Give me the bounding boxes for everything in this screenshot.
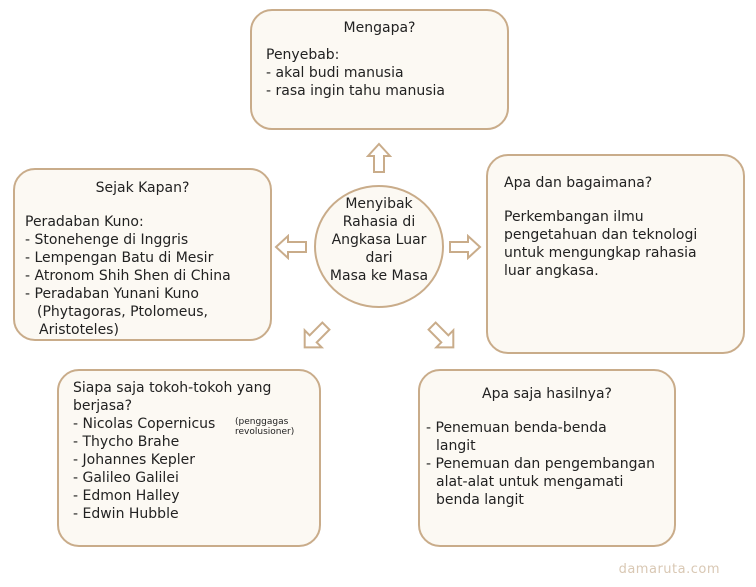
since-when-box-line: (Phytagoras, Ptolomeus, (37, 304, 208, 320)
center-line: Rahasia di (342, 214, 416, 230)
since-when-box (13, 168, 272, 341)
what-how-box-line: untuk mengungkap rahasia (504, 245, 697, 261)
results-box-line: benda langit (436, 492, 524, 508)
why-box-title: Mengapa? (343, 20, 416, 36)
watermark: damaruta.com (618, 562, 720, 577)
who-box-line: berjasa? (73, 398, 133, 414)
since-when-box-line: - Atronom Shih Shen di China (25, 268, 231, 284)
what-how-box-line: luar angkasa. (504, 263, 599, 279)
center-topic-circle (314, 185, 444, 308)
what-how-box-line: pengetahuan dan teknologi (504, 227, 698, 243)
copernicus-note-line: (penggagas (235, 417, 289, 427)
results-box-title: Apa saja hasilnya? (482, 386, 612, 402)
what-how-box (486, 154, 745, 354)
why-box (250, 9, 509, 130)
results-box-line: langit (436, 438, 476, 454)
arrow-left-icon (274, 234, 308, 260)
since-when-box-line: - Stonehenge di Inggris (25, 232, 189, 248)
since-when-box-line: Peradaban Kuno: (25, 214, 144, 230)
since-when-box-line: - Lempengan Batu di Mesir (25, 250, 214, 266)
center-line: Masa ke Masa (329, 268, 429, 284)
who-box-line: - Nicolas Copernicus (73, 416, 216, 432)
since-when-box-title: Sejak Kapan? (95, 180, 190, 196)
results-box-line: alat-alat untuk mengamati (436, 474, 624, 490)
why-box-line: - rasa ingin tahu manusia (266, 83, 446, 99)
who-box-line: - Edwin Hubble (73, 506, 179, 522)
copernicus-note (235, 417, 294, 437)
who-box-line: - Johannes Kepler (73, 452, 195, 468)
who-box-line: - Thycho Brahe (73, 434, 180, 450)
center-line: dari (365, 250, 393, 266)
what-how-box-line: Perkembangan ilmu (504, 209, 644, 225)
results-box-line: - Penemuan dan pengembangan (426, 456, 655, 472)
since-when-box-line: Aristoteles) (39, 322, 119, 338)
why-box-line: - akal budi manusia (266, 65, 404, 81)
arrow-right-icon (448, 234, 482, 260)
arrow-down-left-icon (298, 318, 334, 354)
who-box (57, 369, 321, 547)
who-box-line: Siapa saja tokoh-tokoh yang (73, 380, 272, 396)
who-box-line: - Galileo Galilei (73, 470, 179, 486)
who-box-line: - Edmon Halley (73, 488, 180, 504)
what-how-box-title: Apa dan bagaimana? (504, 175, 653, 191)
why-box-line: Penyebab: (266, 47, 340, 63)
arrow-up-icon (366, 142, 392, 174)
results-box (418, 369, 676, 547)
center-line: Menyibak (345, 196, 413, 212)
center-line: Angkasa Luar (331, 232, 427, 248)
arrow-down-right-icon (424, 318, 460, 354)
copernicus-note-line: revolusioner) (235, 427, 295, 437)
since-when-box-line: - Peradaban Yunani Kuno (25, 286, 199, 302)
results-box-line: - Penemuan benda-benda (426, 420, 607, 436)
